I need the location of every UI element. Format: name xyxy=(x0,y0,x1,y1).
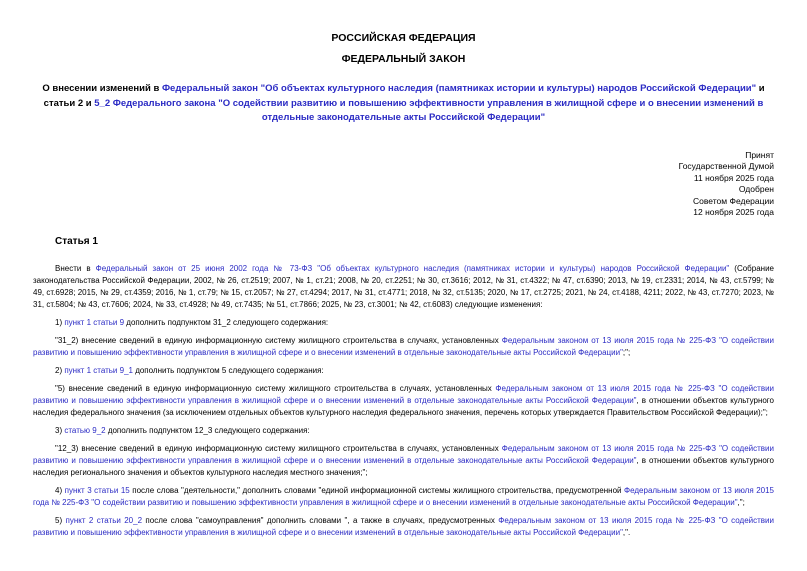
country-heading: РОССИЙСКАЯ ФЕДЕРАЦИЯ xyxy=(331,32,476,44)
law-reference-link[interactable]: пункт 1 статьи 9_1 xyxy=(64,365,133,375)
text-run: дополнить подпунктом 5 следующего содержания: xyxy=(132,365,324,375)
text-run: "5) внесение сведений в единую информационную систему жилищного строительства в случаях, установленных xyxy=(55,383,496,393)
adoption-line: 12 ноября 2025 года xyxy=(693,207,774,217)
law-reference-link[interactable]: пункт 3 статьи 15 xyxy=(64,485,130,495)
para-intro xyxy=(33,263,774,311)
title-law-reference-link[interactable]: Федеральный закон "Об объектах культурного наследия (памятниках истории и культуры) народов Российской Федерации" xyxy=(161,83,757,94)
adoption-line: Принят xyxy=(745,149,774,160)
text-run: (Собрание законодательства Российской Федерации, 2002, № 26, ст.2519; 2007, № 1, ст.21; 2008, № 20, ст.2251; № 30, ст.3616; 2012, № 31, ст.4322; № 47, ст.6390; 2013, № 19, ст.2331; 2014, № 43, ст.5799; № 49, ст.6928; 2015, № 29, ст.4359; 2016, № 1, ст.79; № 15, ст.2057; № 27, ст.4294; 2017, № 31, ст.4771; 2018, № 32, ст.5135; 2020, № 17, ст.2725; 2021, № 24, ст.4188, 4211; 2022, № 43, ст.7270; 2023, № 31, ст.5804; № 43, ст.7606; 2024, № 33, ст.4928; № 49, ст.7435; № 51, ст.7866; 2025, № 23, ст.3001; № 42, ст.6083) следующие изменения: xyxy=(33,263,774,309)
text-run: после слова "самоуправления" дополнить словами ", а также в случаях, предусмотренных xyxy=(142,515,499,525)
text-run: Внести в xyxy=(55,263,96,273)
text-run: 5) xyxy=(55,515,66,525)
doc-type-heading: ФЕДЕРАЛЬНЫЙ ЗАКОН xyxy=(341,53,466,65)
text-run: 1) xyxy=(55,317,65,327)
text-run: 2) xyxy=(55,365,65,375)
text-run: "31_2) внесение сведений в единую информационную систему жилищного строительства в случаях, установленных xyxy=(55,335,502,345)
text-run: ,"; xyxy=(737,497,745,507)
item-1 xyxy=(33,317,774,329)
item-2 xyxy=(33,365,774,377)
adoption-block xyxy=(33,150,774,219)
law-reference-link[interactable]: Федеральным законом от 13 июля 2015 года № 225-ФЗ "О содействии развитию и повышению эффективности управления в жилищной сфере и о внесении изменений в отдельные законодательные акты Российской Федерации" xyxy=(33,485,774,507)
law-reference-link[interactable]: пункт 1 статьи 9 xyxy=(64,317,125,327)
law-reference-link[interactable]: Федеральный закон от 25 июня 2002 года № 73-ФЗ "Об объектах культурного наследия (памятниках истории и культуры) народов Российской Федерации" xyxy=(95,263,730,273)
quote-5 xyxy=(33,383,774,419)
text-run: , в отношении объектов культурного наследия федерального значения (за исключением отдельных объектов культурного наследия федерального значения, перечень которых утверждается Правительством Российской Федерации);"; xyxy=(33,395,774,417)
item-3 xyxy=(33,425,774,437)
law-reference-link[interactable]: Федеральным законом от 13 июля 2015 года № 225-ФЗ "О содействии развитию и повышению эффективности управления в жилищной сфере и о внесении изменений в отдельные законодательные акты Российской Федерации" xyxy=(33,443,774,465)
text-run: и статьи 2 и xyxy=(43,83,765,109)
article-1-heading: Статья 1 xyxy=(55,235,98,247)
item-4 xyxy=(33,485,774,509)
item-5 xyxy=(33,515,774,539)
text-run: , в отношении объектов культурного наследия регионального значения и объектов культурного наследия местного значения;"; xyxy=(33,455,774,477)
article-body xyxy=(33,263,774,539)
adoption-line: Советом Федерации xyxy=(693,195,774,206)
law-reference-link[interactable]: Федеральным законом от 13 июля 2015 года № 225-ФЗ "О содействии развитию и повышению эффективности управления в жилищной сфере и о внесении изменений в отдельные законодательные акты Российской Федерации" xyxy=(33,515,774,537)
quote-31-2 xyxy=(33,335,774,359)
text-run: 4) xyxy=(55,485,65,495)
text-run: О внесении изменений в xyxy=(42,83,162,94)
law-title xyxy=(33,82,774,126)
adoption-line: Государственной Думой xyxy=(678,161,774,171)
quote-12-3 xyxy=(33,443,774,479)
law-reference-link[interactable]: статью 9_2 xyxy=(64,425,106,435)
law-reference-link[interactable]: Федеральным законом от 13 июля 2015 года № 225-ФЗ "О содействии развитию и повышению эффективности управления в жилищной сфере и о внесении изменений в отдельные законодательные акты Российской Федерации" xyxy=(33,335,774,357)
text-run: после слова "деятельности," дополнить словами "единой информационной системы жилищного строительства, предусмотренной xyxy=(129,485,625,495)
text-run: "12_3) внесение сведений в единую информационную систему жилищного строительства в случаях, установленных xyxy=(55,443,502,453)
law-reference-link[interactable]: пункт 2 статьи 20_2 xyxy=(65,515,143,525)
adoption-line: Одобрен xyxy=(738,184,774,194)
law-reference-link[interactable]: Федеральным законом от 13 июля 2015 года № 225-ФЗ "О содействии развитию и повышению эффективности управления в жилищной сфере и о внесении изменений в отдельные законодательные акты Российской Федерации" xyxy=(33,383,775,405)
adoption-line: 11 ноября 2025 года xyxy=(693,172,774,183)
text-run: ;"; xyxy=(622,347,631,357)
text-run: 3) xyxy=(55,425,65,435)
text-run: ,". xyxy=(622,527,631,537)
text-run: дополнить подпунктом 31_2 следующего содержания: xyxy=(124,317,329,327)
text-run: дополнить подпунктом 12_3 следующего содержания: xyxy=(105,425,310,435)
title-law-reference-link[interactable]: 5_2 Федерального закона "О содействии развитию и повышению эффективности управления в жилищной сфере и о внесении изменений в отдельные законодательные акты Российской Федерации" xyxy=(94,97,764,123)
